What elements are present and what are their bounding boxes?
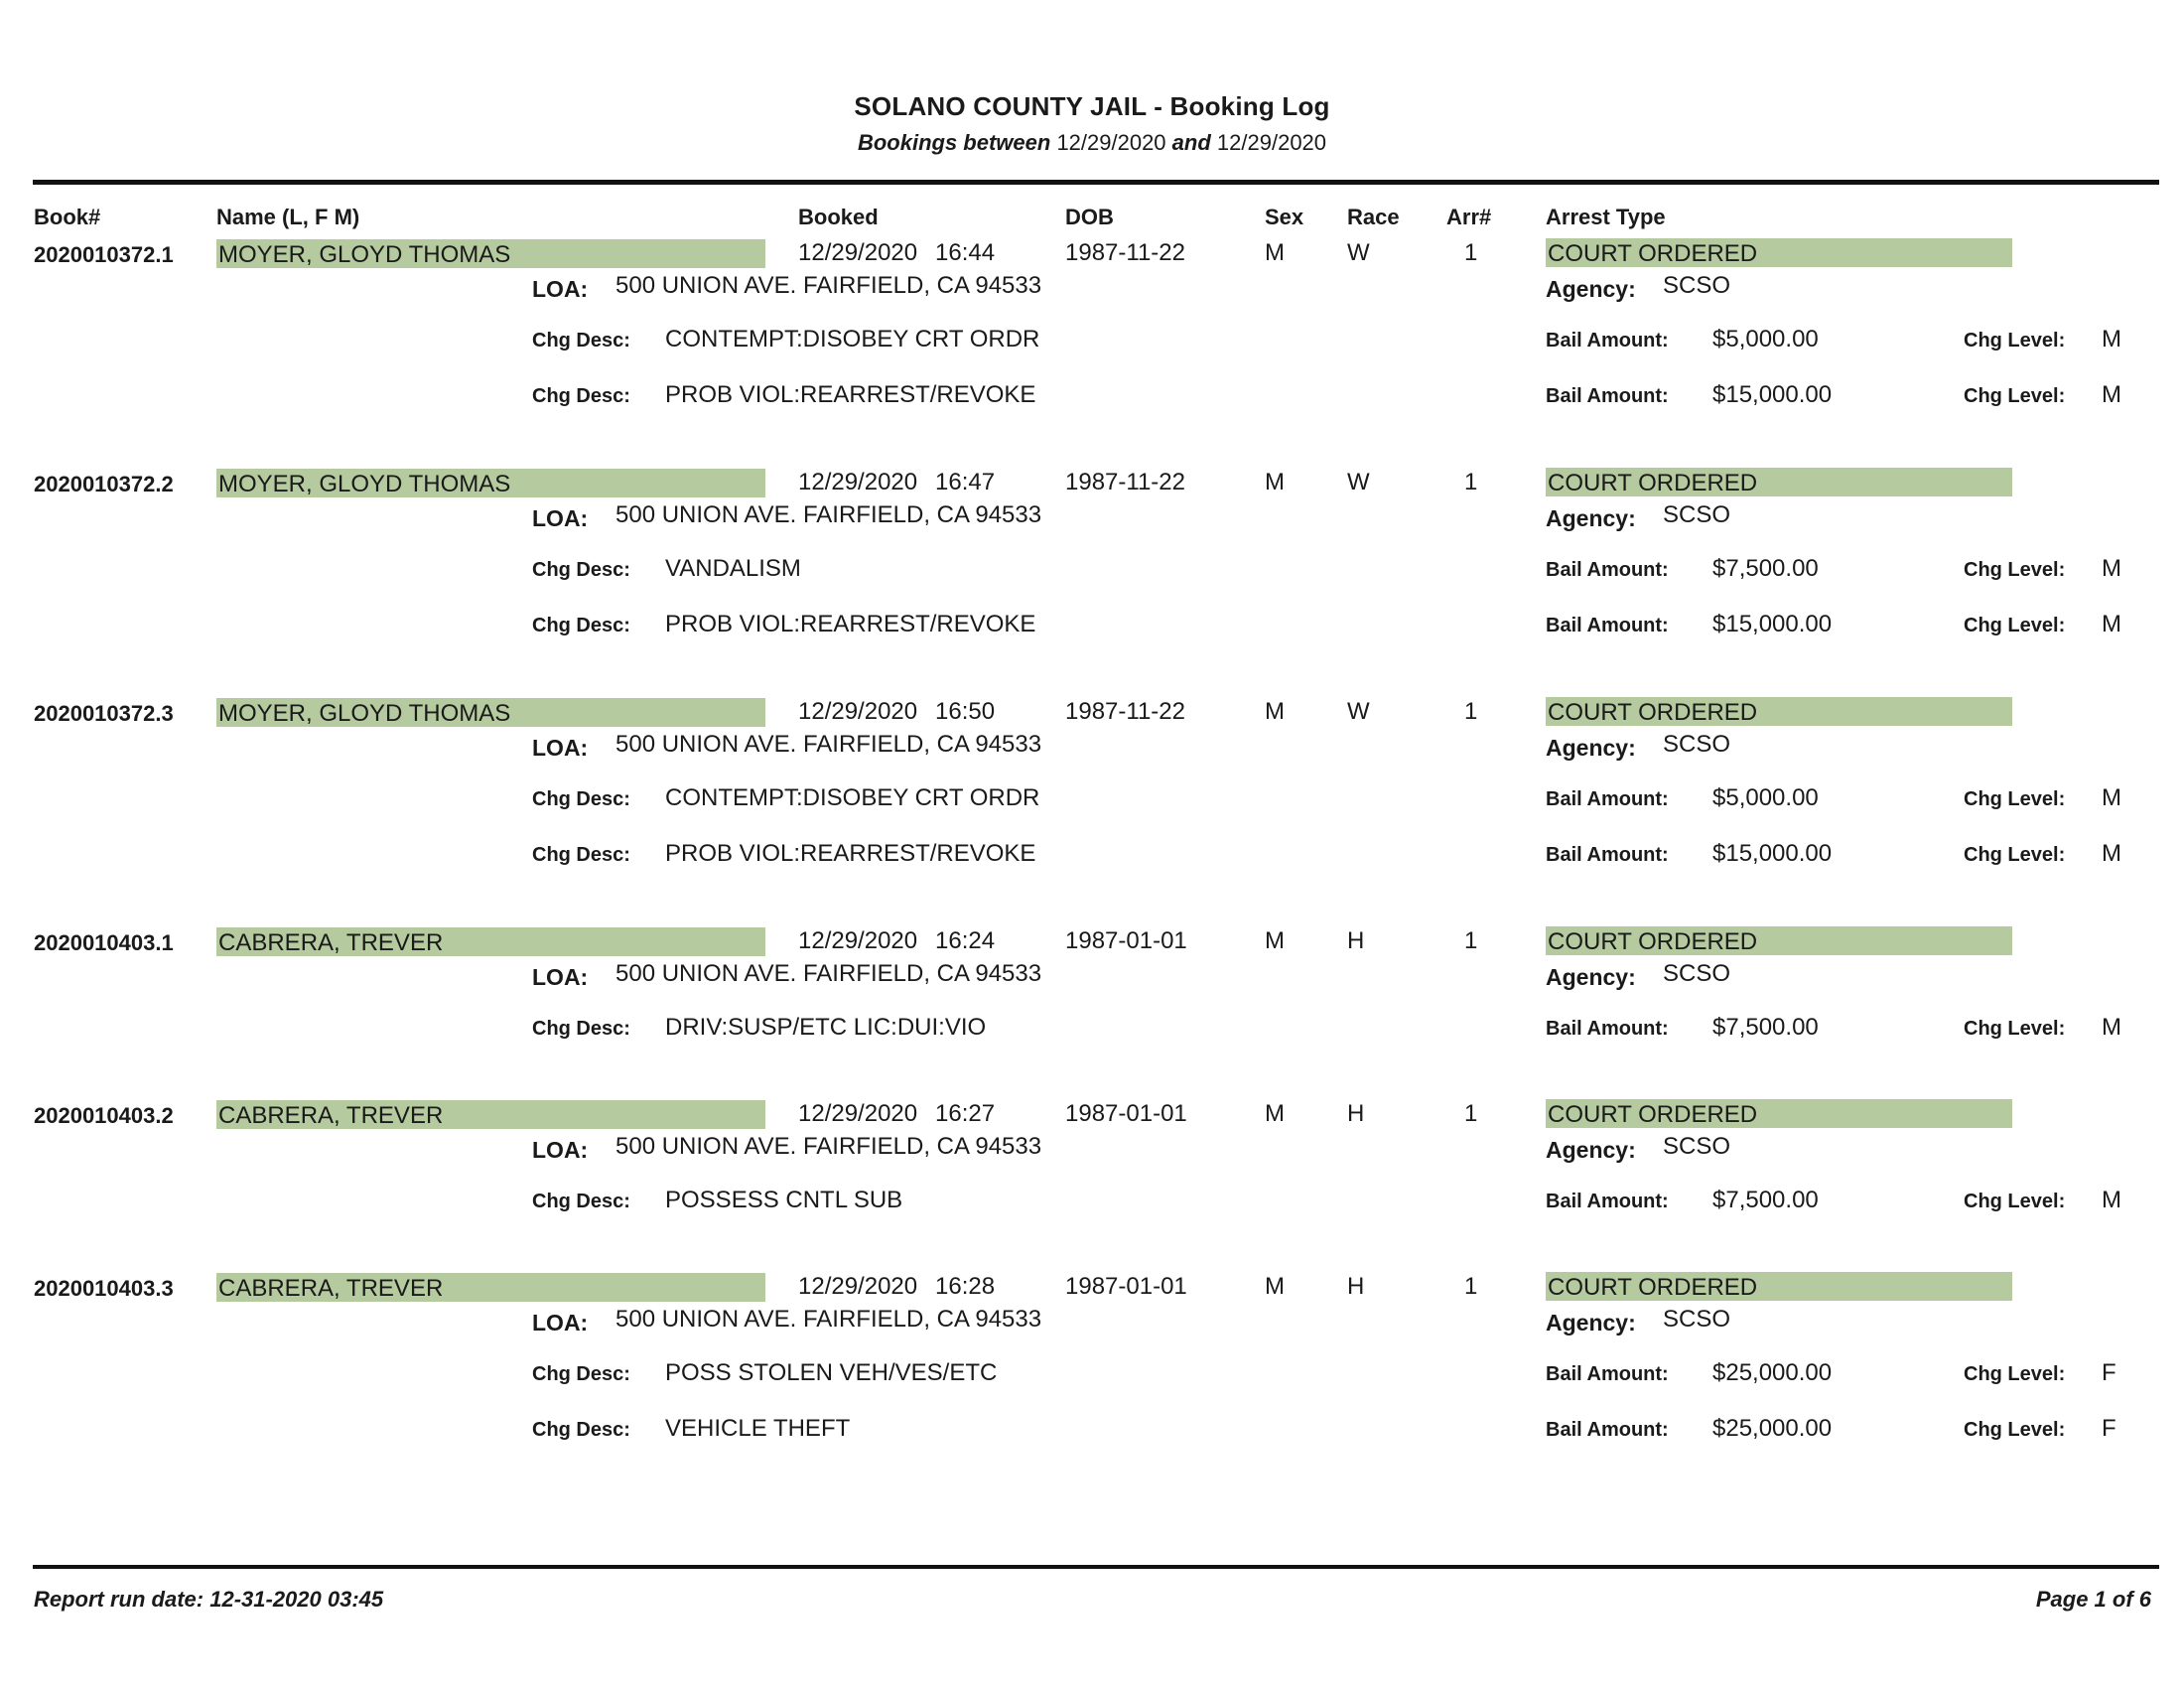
chg-desc-label: Chg Desc: (532, 1191, 630, 1212)
inmate-name-cell (216, 239, 765, 268)
sex: M (1265, 698, 1285, 725)
inmate-name-cell (216, 927, 765, 956)
col-dob: DOB (1065, 205, 1114, 229)
subtitle-prefix: Bookings between (857, 130, 1051, 155)
agency-label: Agency: (1546, 1137, 1636, 1163)
arrest-type: COURT ORDERED (1548, 470, 1758, 496)
report-title: SOLANO COUNTY JAIL - Booking Log (854, 91, 1330, 121)
book-number: 2020010403.3 (34, 1276, 174, 1301)
inmate-name-cell (216, 469, 765, 497)
agency-label: Agency: (1546, 276, 1636, 302)
col-race: Race (1347, 205, 1400, 229)
agency-value: SCSO (1663, 960, 1731, 987)
dob: 1987-01-01 (1065, 927, 1187, 954)
loa-value: 500 UNION AVE. FAIRFIELD, CA 94533 (615, 1133, 1042, 1160)
bail-amount-label: Bail Amount: (1546, 1018, 1669, 1040)
chg-level-label: Chg Level: (1964, 615, 2066, 636)
chg-level-value: M (2102, 326, 2121, 352)
booked-time: 16:44 (935, 239, 996, 266)
bail-amount-label: Bail Amount: (1546, 1363, 1669, 1385)
chg-level-value: M (2102, 1014, 2121, 1041)
bail-amount-value: $15,000.00 (1712, 840, 1833, 867)
chg-desc-value: PROB VIOL:REARREST/REVOKE (665, 611, 1036, 637)
loa-value: 500 UNION AVE. FAIRFIELD, CA 94533 (615, 731, 1042, 758)
agency-label: Agency: (1546, 964, 1636, 990)
dob: 1987-11-22 (1065, 469, 1185, 495)
arr-number: 1 (1464, 698, 1478, 725)
booked-date: 12/29/2020 (798, 1100, 918, 1127)
booked-date: 12/29/2020 (798, 469, 918, 495)
loa-value: 500 UNION AVE. FAIRFIELD, CA 94533 (615, 960, 1042, 987)
bail-amount-label: Bail Amount: (1546, 615, 1669, 636)
race: H (1347, 927, 1365, 954)
inmate-name: CABRERA, TREVER (218, 1102, 444, 1129)
agency-value: SCSO (1663, 501, 1731, 528)
sex: M (1265, 1100, 1285, 1127)
chg-desc-label: Chg Desc: (532, 1419, 630, 1441)
arrest-type: COURT ORDERED (1548, 1274, 1758, 1301)
inmate-name-cell (216, 1273, 765, 1302)
chg-level-label: Chg Level: (1964, 330, 2066, 352)
chg-level-value: M (2102, 611, 2121, 637)
col-arrest-type: Arrest Type (1546, 205, 1666, 229)
arrest-type: COURT ORDERED (1548, 1101, 1758, 1128)
loa-value: 500 UNION AVE. FAIRFIELD, CA 94533 (615, 1306, 1042, 1333)
agency-value: SCSO (1663, 1306, 1731, 1333)
chg-level-value: M (2102, 555, 2121, 582)
booking-record (0, 1273, 2184, 1475)
chg-level-value: M (2102, 1187, 2121, 1213)
agency-label: Agency: (1546, 505, 1636, 531)
arrest-type: COURT ORDERED (1548, 240, 1758, 267)
booked-date: 12/29/2020 (798, 1273, 918, 1300)
loa-label: LOA: (532, 276, 589, 302)
bail-amount-label: Bail Amount: (1546, 1191, 1669, 1212)
book-number: 2020010372.3 (34, 701, 174, 726)
inmate-name-cell (216, 1100, 765, 1129)
bail-amount-value: $15,000.00 (1712, 611, 1833, 637)
bail-amount-label: Bail Amount: (1546, 844, 1669, 866)
sex: M (1265, 1273, 1285, 1300)
chg-desc-value: CONTEMPT:DISOBEY CRT ORDR (665, 784, 1040, 811)
booked-date: 12/29/2020 (798, 927, 918, 954)
booked-time: 16:47 (935, 469, 996, 495)
agency-value: SCSO (1663, 731, 1731, 758)
chg-desc-label: Chg Desc: (532, 788, 630, 810)
chg-desc-value: POSS STOLEN VEH/VES/ETC (665, 1359, 998, 1386)
dob: 1987-11-22 (1065, 239, 1185, 266)
chg-level-label: Chg Level: (1964, 844, 2066, 866)
bail-amount-label: Bail Amount: (1546, 385, 1669, 407)
arrest-type: COURT ORDERED (1548, 928, 1758, 955)
race: H (1347, 1100, 1365, 1127)
col-name: Name (L, F M) (216, 205, 360, 229)
bail-amount-value: $5,000.00 (1712, 326, 1819, 352)
chg-level-label: Chg Level: (1964, 1419, 2066, 1441)
chg-desc-value: PROB VIOL:REARREST/REVOKE (665, 840, 1036, 867)
date-from: 12/29/2020 (1056, 130, 1166, 155)
bail-amount-label: Bail Amount: (1546, 1419, 1669, 1441)
chg-level-value: F (2102, 1415, 2116, 1442)
page-number: Page 1 of 6 (2035, 1587, 2151, 1612)
booking-record (0, 698, 2184, 900)
bail-amount-value: $7,500.00 (1712, 1014, 1819, 1041)
booked-time: 16:50 (935, 698, 996, 725)
dob: 1987-01-01 (1065, 1273, 1187, 1300)
race: W (1347, 698, 1370, 725)
book-number: 2020010372.1 (34, 242, 174, 267)
dob: 1987-01-01 (1065, 1100, 1187, 1127)
loa-label: LOA: (532, 1310, 589, 1336)
report-subtitle (0, 130, 2184, 156)
arrest-type-cell (1546, 697, 2012, 726)
bail-amount-value: $7,500.00 (1712, 555, 1819, 582)
chg-desc-label: Chg Desc: (532, 385, 630, 407)
race: H (1347, 1273, 1365, 1300)
inmate-name-cell (216, 698, 765, 727)
inmate-name: CABRERA, TREVER (218, 1275, 444, 1302)
col-booked: Booked (798, 205, 879, 229)
chg-level-value: M (2102, 784, 2121, 811)
dob: 1987-11-22 (1065, 698, 1185, 725)
booked-time: 16:27 (935, 1100, 996, 1127)
chg-desc-label: Chg Desc: (532, 559, 630, 581)
chg-level-value: M (2102, 840, 2121, 867)
report-run-date: Report run date: 12-31-2020 03:45 (34, 1587, 384, 1612)
loa-label: LOA: (532, 505, 589, 531)
chg-level-label: Chg Level: (1964, 788, 2066, 810)
chg-desc-value: VEHICLE THEFT (665, 1415, 851, 1442)
bail-amount-label: Bail Amount: (1546, 559, 1669, 581)
loa-value: 500 UNION AVE. FAIRFIELD, CA 94533 (615, 501, 1042, 528)
arr-number: 1 (1464, 927, 1478, 954)
chg-level-value: F (2102, 1359, 2116, 1386)
loa-label: LOA: (532, 735, 589, 761)
sex: M (1265, 239, 1285, 266)
agency-value: SCSO (1663, 1133, 1731, 1160)
agency-value: SCSO (1663, 272, 1731, 299)
bail-amount-value: $25,000.00 (1712, 1415, 1833, 1442)
chg-desc-value: CONTEMPT:DISOBEY CRT ORDR (665, 326, 1040, 352)
arrest-type-cell (1546, 1099, 2012, 1128)
bail-amount-label: Bail Amount: (1546, 788, 1669, 810)
race: W (1347, 469, 1370, 495)
col-sex: Sex (1265, 205, 1304, 229)
arrest-type-cell (1546, 238, 2012, 267)
arr-number: 1 (1464, 239, 1478, 266)
loa-label: LOA: (532, 1137, 589, 1163)
chg-level-label: Chg Level: (1964, 385, 2066, 407)
bail-amount-value: $5,000.00 (1712, 784, 1819, 811)
bail-amount-value: $7,500.00 (1712, 1187, 1819, 1213)
arrest-type: COURT ORDERED (1548, 699, 1758, 726)
col-book: Book# (34, 205, 101, 229)
chg-desc-value: VANDALISM (665, 555, 801, 582)
arr-number: 1 (1464, 1100, 1478, 1127)
arrest-type-cell (1546, 468, 2012, 496)
date-to: 12/29/2020 (1216, 130, 1327, 155)
top-divider (33, 180, 2159, 185)
bail-amount-value: $25,000.00 (1712, 1359, 1833, 1386)
arr-number: 1 (1464, 469, 1478, 495)
booked-time: 16:24 (935, 927, 996, 954)
chg-level-label: Chg Level: (1964, 1191, 2066, 1212)
chg-desc-value: POSSESS CNTL SUB (665, 1187, 903, 1213)
agency-label: Agency: (1546, 1310, 1636, 1336)
chg-level-label: Chg Level: (1964, 1018, 2066, 1040)
inmate-name: MOYER, GLOYD THOMAS (218, 241, 511, 268)
chg-desc-label: Chg Desc: (532, 1363, 630, 1385)
chg-level-label: Chg Level: (1964, 1363, 2066, 1385)
sex: M (1265, 469, 1285, 495)
booking-record (0, 239, 2184, 441)
book-number: 2020010372.2 (34, 472, 174, 496)
chg-level-value: M (2102, 381, 2121, 408)
book-number: 2020010403.2 (34, 1103, 174, 1128)
chg-desc-value: DRIV:SUSP/ETC LIC:DUI:VIO (665, 1014, 987, 1041)
loa-value: 500 UNION AVE. FAIRFIELD, CA 94533 (615, 272, 1042, 299)
chg-desc-label: Chg Desc: (532, 1018, 630, 1040)
loa-label: LOA: (532, 964, 589, 990)
bottom-divider (33, 1565, 2159, 1569)
chg-level-label: Chg Level: (1964, 559, 2066, 581)
chg-desc-label: Chg Desc: (532, 615, 630, 636)
arrest-type-cell (1546, 926, 2012, 955)
inmate-name: MOYER, GLOYD THOMAS (218, 700, 511, 727)
sex: M (1265, 927, 1285, 954)
book-number: 2020010403.1 (34, 930, 174, 955)
agency-label: Agency: (1546, 735, 1636, 761)
inmate-name: CABRERA, TREVER (218, 929, 444, 956)
booked-date: 12/29/2020 (798, 698, 918, 725)
chg-desc-label: Chg Desc: (532, 844, 630, 866)
booked-date: 12/29/2020 (798, 239, 918, 266)
chg-desc-label: Chg Desc: (532, 330, 630, 352)
race: W (1347, 239, 1370, 266)
arr-number: 1 (1464, 1273, 1478, 1300)
col-arr: Arr# (1446, 205, 1492, 229)
booking-record (0, 469, 2184, 670)
bail-amount-label: Bail Amount: (1546, 330, 1669, 352)
booked-time: 16:28 (935, 1273, 996, 1300)
inmate-name: MOYER, GLOYD THOMAS (218, 471, 511, 497)
subtitle-and: and (1171, 130, 1211, 155)
arrest-type-cell (1546, 1272, 2012, 1301)
bail-amount-value: $15,000.00 (1712, 381, 1833, 408)
chg-desc-value: PROB VIOL:REARREST/REVOKE (665, 381, 1036, 408)
